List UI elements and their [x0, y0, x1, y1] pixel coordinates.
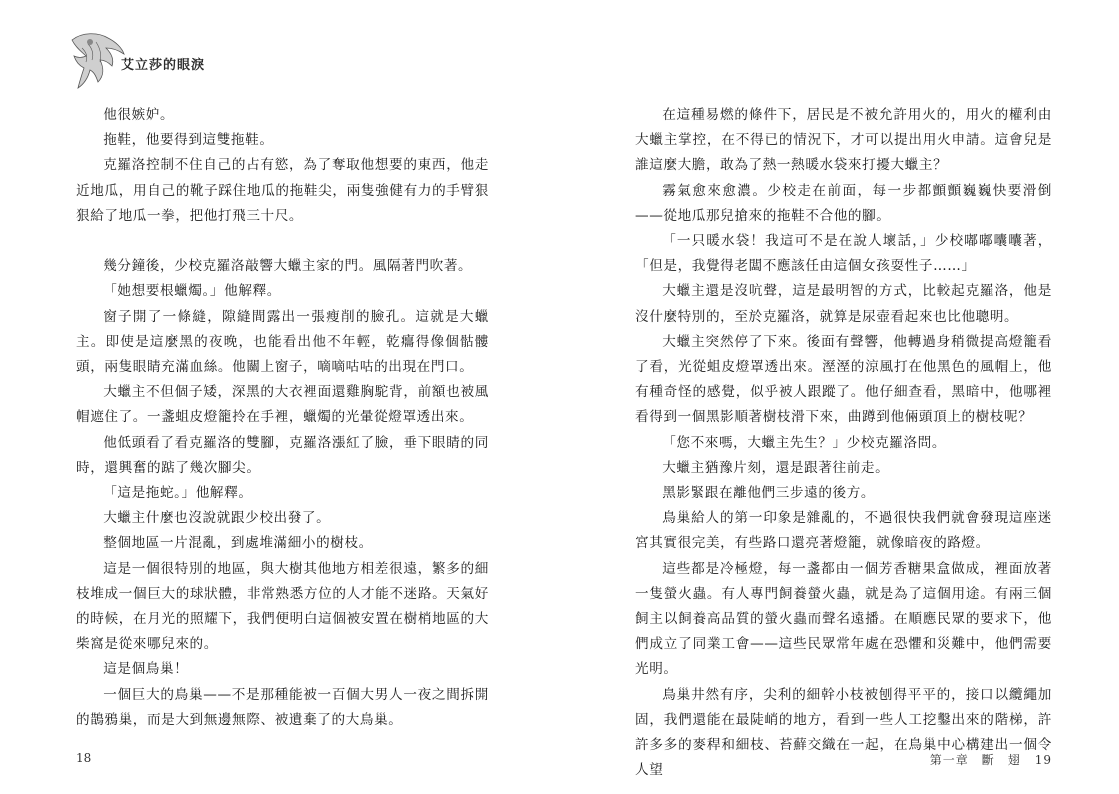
- paragraph: 「您不來嗎，大蠟主先生？」少校克羅洛問。: [662, 434, 947, 451]
- paragraph: 鳥巢給人的第一印象是雜亂的，不過很快我們就會發現這座迷宮其實很完美，有些路口還亮著燈籠，就像暗夜的路燈。: [635, 510, 1052, 552]
- paragraph: 霧氣愈來愈濃。少校走在前面，每一步都顫顫巍巍快要滑倒——從地瓜那兒搶來的拖鞋不合他的腳。: [635, 182, 1052, 224]
- right-page: [560, 0, 1119, 794]
- paragraph: 「一只暖水袋！我這可不是在說人壞話，」少校嘟嘟囔囔著，「但是，我覺得老闆不應該任由這個女孩耍性子……」: [635, 233, 1052, 275]
- right-page-number: 19: [1034, 753, 1052, 767]
- paragraph: 一個巨大的鳥巢——不是那種能被一百個大男人一夜之間拆開的鵲鴉巢，而是大到無邊無際、被遺棄了的大鳥巢。: [76, 686, 489, 728]
- left-page-number: 18: [76, 751, 92, 765]
- paragraph: 大蠟主不但個子矮，深黑的大衣裡面還雞胸駝背，前額也被風帽遮住了。一盞蛆皮燈籠拎在手裡，蠟燭的光暈從燈罩透出來。: [76, 384, 489, 426]
- paragraph: 這是一個很特別的地區，與大樹其他地方相差很遠，繁多的細枝堆成一個巨大的球狀體，非常熟悉方位的人才能不迷路。天氣好的時候，在月光的照耀下，我們便明白這個被安置在樹梢地區的大柴窩是從來哪兒來的。: [76, 560, 489, 653]
- right-page-footer: [930, 751, 1052, 768]
- paragraph: 拖鞋，他要得到這雙拖鞋。: [103, 132, 274, 149]
- section-break: [76, 229, 489, 254]
- paragraph: 在這種易燃的條件下，居民是不被允許用火的，用火的權利由大蠟主掌控，在不得已的情況下，才可以提出用火申請。這會兒是誰這麼大膽，敢為了熱一熱暖水袋來打擾大蠟主？: [635, 107, 1052, 174]
- paragraph: 大蠟主猶豫片刻，還是跟著往前走。: [662, 459, 890, 476]
- paragraph: 「她想要根蠟燭。」他解釋。: [103, 283, 281, 300]
- running-head-book-title: 艾立莎的眼淚: [121, 58, 206, 73]
- chapter-label: 第一章 斷 翅: [929, 753, 1021, 767]
- paragraph: 整個地區一片混亂，到處堆滿細小的樹枝。: [103, 535, 373, 552]
- paragraph: 克羅洛控制不住自己的占有慾，為了奪取他想要的東西，他走近地瓜，用自己的靴子踩住地瓜的拖鞋尖，兩隻強健有力的手臂狠狠給了地瓜一拳，把他打飛三十尺。: [76, 157, 489, 224]
- paragraph: 這些都是冷極燈，每一盞都由一個芳香糖果盒做成，裡面放著一隻螢火蟲。有人專門飼養螢火蟲，就是為了這個用途。有兩三個飼主以飼養高品質的螢火蟲而聲名遠播。在順應民眾的要求下，他們成立了同業工會——這些民眾常年處在恐懼和災難中，他們需要光明。: [635, 560, 1052, 678]
- paragraph: 鳥巢井然有序，尖利的細幹小枝被刨得平平的，接口以纜繩加固，我們還能在最陡峭的地方，看到一些人工挖鑿出來的階梯，許許多多的麥稈和細枝、苔蘚交織在一起，在鳥巢中心構建出一個令人望: [635, 686, 1052, 779]
- paragraph: 他低頭看了看克羅洛的雙腳，克羅洛漲紅了臉，垂下眼睛的同時，還興奮的踮了幾次腳尖。: [76, 434, 489, 476]
- paragraph: 窗子開了一條縫，隙縫間露出一張瘦削的臉孔。這就是大蠟主。即使是這麼黑的夜晚，也能看出他不年輕，乾癟得像個骷髏頭，兩隻眼睛充滿血絲。他關上窗子，嘀嘀咕咕的出現在門口。: [76, 308, 489, 376]
- left-page-body-text: [76, 103, 489, 733]
- paragraph: 幾分鐘後，少校克羅洛敲響大蠟主家的門。風隔著門吹著。: [103, 258, 473, 275]
- paragraph: 大蠟主什麼也沒說就跟少校出發了。: [103, 510, 331, 527]
- paragraph: 「這是拖蛇。」他解釋。: [103, 485, 253, 502]
- paragraph: 大蠟主還是沒吭聲，這是最明智的方式，比較起克羅洛，他是沒什麼特別的，至於克羅洛，就算是尿壺看起來也比他聰明。: [635, 283, 1052, 325]
- paragraph: 他很嫉妒。: [103, 107, 175, 123]
- flying-figure-illustration: [68, 26, 126, 92]
- paragraph: 大蠟主突然停了下來。後面有聲響，他轉過身稍微提高燈籠看了看，光從蛆皮燈罩透出來。溼溼的涼風打在他黑色的風帽上，他有種奇怪的感覺，似乎被人跟蹤了。他仔細查看，黑暗中，他哪裡看得到一個黑影順著樹枝滑下來，曲蹲到他倆頭頂上的樹枝呢？: [635, 333, 1052, 426]
- paragraph: 這是個鳥巢！: [103, 661, 189, 678]
- right-page-body-text: [635, 103, 1052, 783]
- paragraph: 黑影緊跟在離他們三步遠的後方。: [662, 485, 876, 502]
- left-page: [0, 0, 559, 794]
